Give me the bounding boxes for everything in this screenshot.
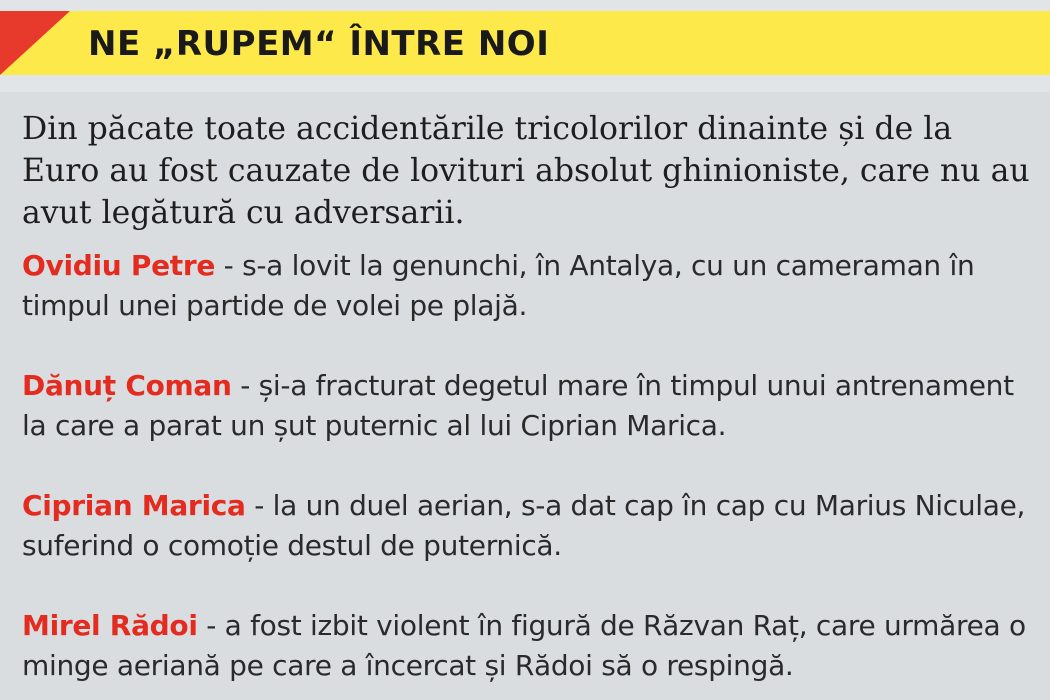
player-name: Mirel Rădoi [22, 609, 198, 642]
player-name: Dănuț Coman [22, 369, 232, 402]
intro-paragraph: Din păcate toate accidentările tricolorilor dinainte și de la Euro au fost cauzate de lovituri absolut ghinioniste, care nu au avut legătură cu adversarii. [22, 111, 1030, 231]
red-corner-triangle [0, 11, 70, 75]
injury-description: - s-a lovit la genunchi, în Antalya, cu un cameraman în timpul unei partide de volei pe plajă. [22, 249, 975, 322]
injury-entry-marica [22, 486, 1037, 566]
injury-entry-coman [22, 366, 1037, 446]
injury-entry-radoi [22, 606, 1037, 686]
injury-description: - la un duel aerian, s-a dat cap în cap cu Marius Niculae, suferind o comoție destul de puternică. [22, 489, 1026, 562]
box-title: NE „RUPEM“ ÎNTRE NOI [88, 24, 550, 64]
injury-entry-petre [22, 246, 1037, 326]
player-name: Ciprian Marica [22, 489, 246, 522]
injury-list [22, 246, 1037, 700]
injury-description: - a fost izbit violent în figură de Răzvan Raț, care urmărea o minge aeriană pe care a încercat și Rădoi să o respingă. [22, 609, 1026, 682]
injury-description: - și-a fracturat degetul mare în timpul unui antrenament la care a parat un șut puternic al lui Ciprian Marica. [22, 369, 1014, 442]
player-name: Ovidiu Petre [22, 249, 216, 282]
